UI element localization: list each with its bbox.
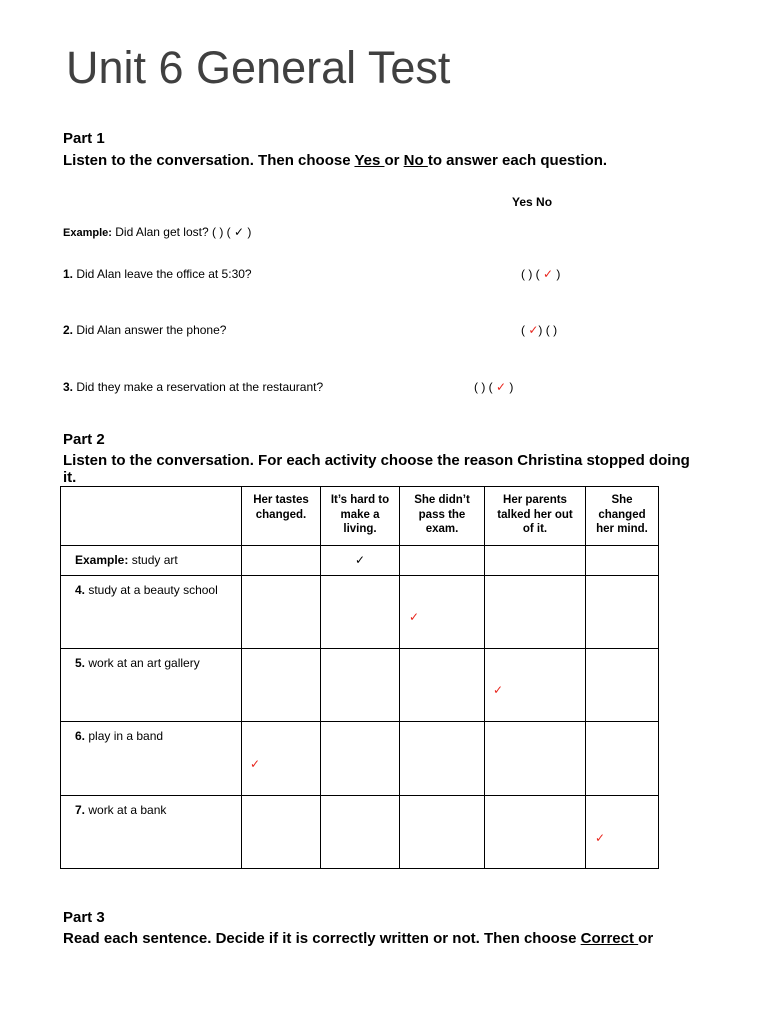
table-row (61, 649, 659, 722)
table-row (61, 546, 659, 576)
answer-bracket: ( ) ( (521, 267, 543, 281)
question-number: 2. (63, 323, 74, 337)
question-2 (63, 323, 226, 337)
question-number: 3. (63, 380, 74, 394)
no-word: No (403, 152, 428, 169)
reasons-table (60, 486, 659, 869)
row-number: Example: (75, 553, 129, 567)
answer-cell (242, 576, 321, 649)
example-question (63, 225, 251, 239)
row-text: work at a bank (85, 803, 167, 817)
row-text: study at a beauty school (85, 583, 218, 597)
table-header-row (61, 487, 659, 546)
answer-bracket: ( ) ( (474, 380, 496, 394)
column-header-text: Her parents talked her out of it. (497, 494, 573, 535)
answer-cell (485, 722, 586, 796)
answer-cell (485, 649, 586, 722)
question-text: Did Alan leave the office at 5:30? (73, 267, 252, 281)
correct-word: Correct (580, 930, 639, 947)
instruction-text: Read each sentence. Decide if it is correctly written or not. Then choose (63, 930, 581, 947)
answer-cell (321, 649, 400, 722)
answer-cell (321, 722, 400, 796)
example-text: Did Alan get lost? ( ) ( ✓ ) (111, 225, 252, 239)
check-mark-icon: ✓ (528, 323, 539, 337)
yes-no-column-header: Yes No (512, 195, 553, 209)
row-label (61, 796, 242, 869)
part2-instruction (63, 452, 690, 486)
column-header (485, 487, 586, 546)
column-header-text: She didn’t pass the exam. (414, 494, 470, 535)
row-text: study art (128, 553, 178, 567)
answer-cell (242, 796, 321, 869)
question-number: 1. (63, 267, 74, 281)
answer-bracket: ) ( ) (538, 323, 558, 337)
answer-cell (321, 576, 400, 649)
answer-cell (242, 649, 321, 722)
question-3 (63, 380, 323, 394)
check-mark-icon: ✓ (543, 267, 554, 281)
instruction-text: it. (63, 469, 77, 486)
check-mark-icon: ✓ (496, 380, 507, 394)
row-number: 5. (75, 656, 86, 670)
instruction-text: Listen to the conversation. For each activity choose the reason Christina stopped doing (63, 452, 690, 469)
part1-heading: Part 1 (63, 130, 105, 147)
part3-instruction (63, 930, 653, 947)
answer-cell (485, 576, 586, 649)
check-mark-icon: ✓ (409, 610, 420, 624)
column-header-text: It’s hard to make a living. (330, 494, 390, 535)
instruction-text: or (638, 930, 654, 947)
answer-cell (321, 546, 400, 576)
row-text: play in a band (85, 729, 164, 743)
row-number: 6. (75, 729, 86, 743)
answer-2 (521, 323, 557, 337)
instruction-text: Listen to the conversation. Then choose (63, 152, 355, 169)
row-number: 4. (75, 583, 86, 597)
column-header (586, 487, 659, 546)
answer-cell (242, 722, 321, 796)
answer-cell (242, 546, 321, 576)
column-header (400, 487, 485, 546)
part1-instruction (63, 152, 607, 169)
question-text: Did they make a reservation at the restaurant? (73, 380, 324, 394)
table-row (61, 722, 659, 796)
answer-cell (586, 576, 659, 649)
answer-cell (400, 649, 485, 722)
yes-word: Yes (354, 152, 385, 169)
answer-cell (586, 722, 659, 796)
question-1 (63, 267, 252, 281)
row-label (61, 649, 242, 722)
check-mark-icon: ✓ (250, 757, 261, 771)
answer-cell (400, 722, 485, 796)
example-label: Example: (63, 227, 112, 239)
answer-cell (400, 796, 485, 869)
answer-1 (521, 267, 560, 281)
answer-bracket: ( (521, 323, 529, 337)
check-mark-icon: ✓ (354, 553, 366, 567)
check-mark-icon: ✓ (595, 831, 606, 845)
part3-heading: Part 3 (63, 909, 105, 926)
answer-cell (586, 546, 659, 576)
table-row (61, 576, 659, 649)
column-header-text: Her tastes changed. (253, 494, 309, 521)
row-number: 7. (75, 803, 86, 817)
page-title: Unit 6 General Test (66, 42, 451, 93)
answer-cell (321, 796, 400, 869)
answer-cell (586, 796, 659, 869)
instruction-text: or (384, 152, 404, 169)
table-header-empty (61, 487, 242, 546)
check-mark-icon: ✓ (493, 683, 504, 697)
answer-bracket: ) (553, 267, 561, 281)
row-label (61, 546, 242, 576)
answer-bracket: ) (506, 380, 514, 394)
question-text: Did Alan answer the phone? (73, 323, 227, 337)
column-header-text: She changed her mind. (596, 494, 648, 535)
column-header (321, 487, 400, 546)
part2-heading: Part 2 (63, 431, 105, 448)
answer-cell (586, 649, 659, 722)
table-row (61, 796, 659, 869)
row-label (61, 722, 242, 796)
column-header (242, 487, 321, 546)
answer-cell (400, 576, 485, 649)
instruction-text: to answer each question. (427, 152, 608, 169)
answer-cell (400, 546, 485, 576)
answer-cell (485, 546, 586, 576)
row-label (61, 576, 242, 649)
answer-3 (474, 380, 513, 394)
answer-cell (485, 796, 586, 869)
row-text: work at an art gallery (85, 656, 200, 670)
